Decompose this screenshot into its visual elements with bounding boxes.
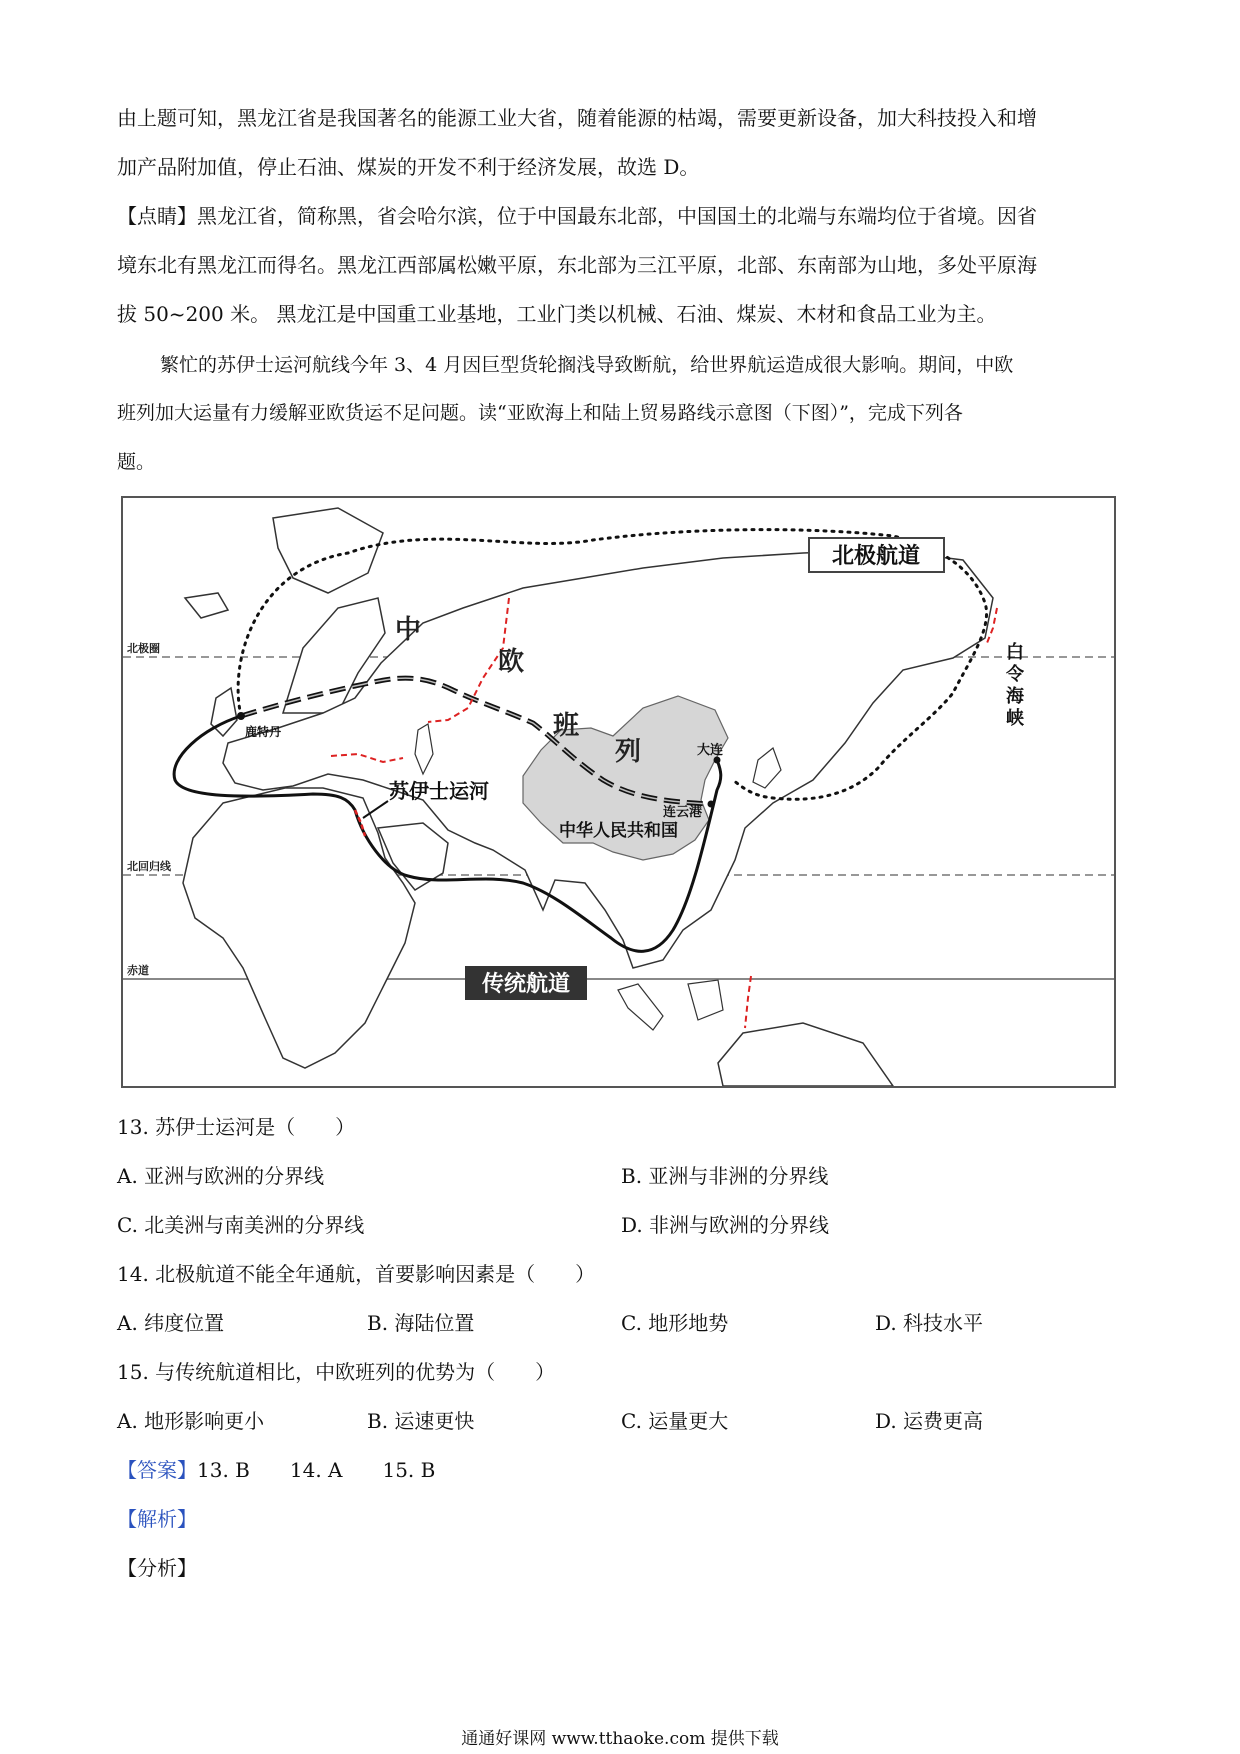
- paragraph-text: 黑龙江省，简称黑，省会哈尔滨，位于中国最东北部，中国国土的北端与东端均位于省境。因省: [197, 204, 1037, 228]
- australia-shape: [718, 1023, 893, 1086]
- paragraph-line: 由上题可知，黑龙江省是我国著名的能源工业大省，随着能源的枯竭，需要更新设备，加大科技投入和增: [117, 106, 1037, 130]
- answer-line: [117, 1455, 435, 1485]
- answer-13: 13. B: [197, 1458, 250, 1482]
- arctic-route-label: 北极航道: [831, 544, 921, 569]
- fenxi-tag: 【分析】: [117, 1556, 197, 1580]
- dalian-label: 大连: [697, 743, 724, 758]
- china-label: 中华人民共和国: [559, 821, 678, 841]
- bering-char-3: 海: [1006, 686, 1024, 707]
- trade-route-map: [121, 496, 1116, 1088]
- bering-char-2: 令: [1006, 664, 1024, 685]
- china-europe-char-4: 列: [615, 737, 642, 767]
- answer-14: 14. A: [289, 1458, 343, 1482]
- rotterdam-marker: [237, 712, 245, 720]
- q14-option-b[interactable]: B. 海陆位置: [367, 1311, 475, 1335]
- question-14-stem: 14. 北极航道不能全年通航，首要影响因素是（ ）: [117, 1262, 596, 1286]
- arctic-circle-label: 北极圈: [127, 642, 160, 655]
- q14-option-d[interactable]: D. 科技水平: [875, 1311, 984, 1335]
- equator-label: 赤道: [127, 964, 149, 977]
- greenland-shape: [273, 508, 383, 593]
- analysis-tag: 【解析】: [117, 1507, 197, 1531]
- q13-option-d[interactable]: D. 非洲与欧洲的分界线: [621, 1213, 830, 1237]
- q15-option-a[interactable]: A. 地形影响更小: [117, 1409, 265, 1433]
- traditional-route-label: 传统航道: [481, 972, 571, 997]
- oceania-boundary: [745, 976, 751, 1028]
- page-footer: 通通好课网 www.tthaoke.com 提供下载: [461, 1729, 779, 1749]
- rotterdam-label: 鹿特丹: [245, 725, 282, 739]
- lianyungang-marker: [708, 801, 715, 808]
- suez-canal-label: 苏伊士运河: [389, 779, 489, 803]
- answer-15: 15. B: [382, 1458, 436, 1482]
- q15-option-d[interactable]: D. 运费更高: [875, 1409, 984, 1433]
- q13-option-c[interactable]: C. 北美洲与南美洲的分界线: [117, 1213, 365, 1237]
- paragraph-line: 境东北有黑龙江而得名。黑龙江西部属松嫩平原，东北部为三江平原，北部、东南部为山地，多处平原海: [117, 253, 1037, 277]
- bering-char-1: 白: [1006, 642, 1024, 663]
- answer-tag: 【答案】: [117, 1458, 197, 1482]
- china-europe-char-2: 欧: [498, 647, 525, 677]
- lianyungang-label: 连云港: [663, 805, 703, 820]
- q15-option-c[interactable]: C. 运量更大: [621, 1409, 729, 1433]
- intro-line: 班列加大运量有力缓解亚欧货运不足问题。读“亚欧海上和陆上贸易路线示意图（下图）”，完成下列各: [117, 402, 963, 424]
- paragraph-line: [117, 201, 1037, 231]
- q14-option-c[interactable]: C. 地形地势: [621, 1311, 729, 1335]
- q15-option-b[interactable]: B. 运速更快: [367, 1409, 475, 1433]
- borneo-shape: [688, 980, 723, 1020]
- question-15-stem: 15. 与传统航道相比，中欧班列的优势为（ ）: [117, 1360, 556, 1384]
- paragraph-line: 拔 50~200 米。 黑龙江是中国重工业基地，工业门类以机械、石油、煤炭、木材和食品工业为主。: [117, 302, 997, 326]
- bering-char-4: 峡: [1006, 708, 1024, 729]
- china-europe-char-3: 班: [553, 711, 580, 741]
- dianjing-tag: 【点睛】: [117, 204, 197, 228]
- intro-line: 繁忙的苏伊士运河航线今年 3、4 月因巨型货轮搁浅导致断航，给世界航运造成很大影响。期间，中欧: [160, 354, 1014, 376]
- sumatra-shape: [618, 984, 663, 1030]
- q13-option-b[interactable]: B. 亚洲与非洲的分界线: [621, 1164, 829, 1188]
- iceland-shape: [185, 593, 228, 618]
- intro-line: 题。: [117, 451, 156, 473]
- paragraph-line: 加产品附加值，停止石油、煤炭的开发不利于经济发展，故选 D。: [117, 155, 700, 179]
- q14-option-a[interactable]: A. 纬度位置: [117, 1311, 225, 1335]
- question-13-stem: 13. 苏伊士运河是（ ）: [117, 1115, 356, 1139]
- q13-option-a[interactable]: A. 亚洲与欧洲的分界线: [117, 1164, 325, 1188]
- china-europe-char-1: 中: [395, 615, 422, 645]
- map-svg: [123, 498, 1114, 1086]
- tropic-label: 北回归线: [127, 860, 171, 873]
